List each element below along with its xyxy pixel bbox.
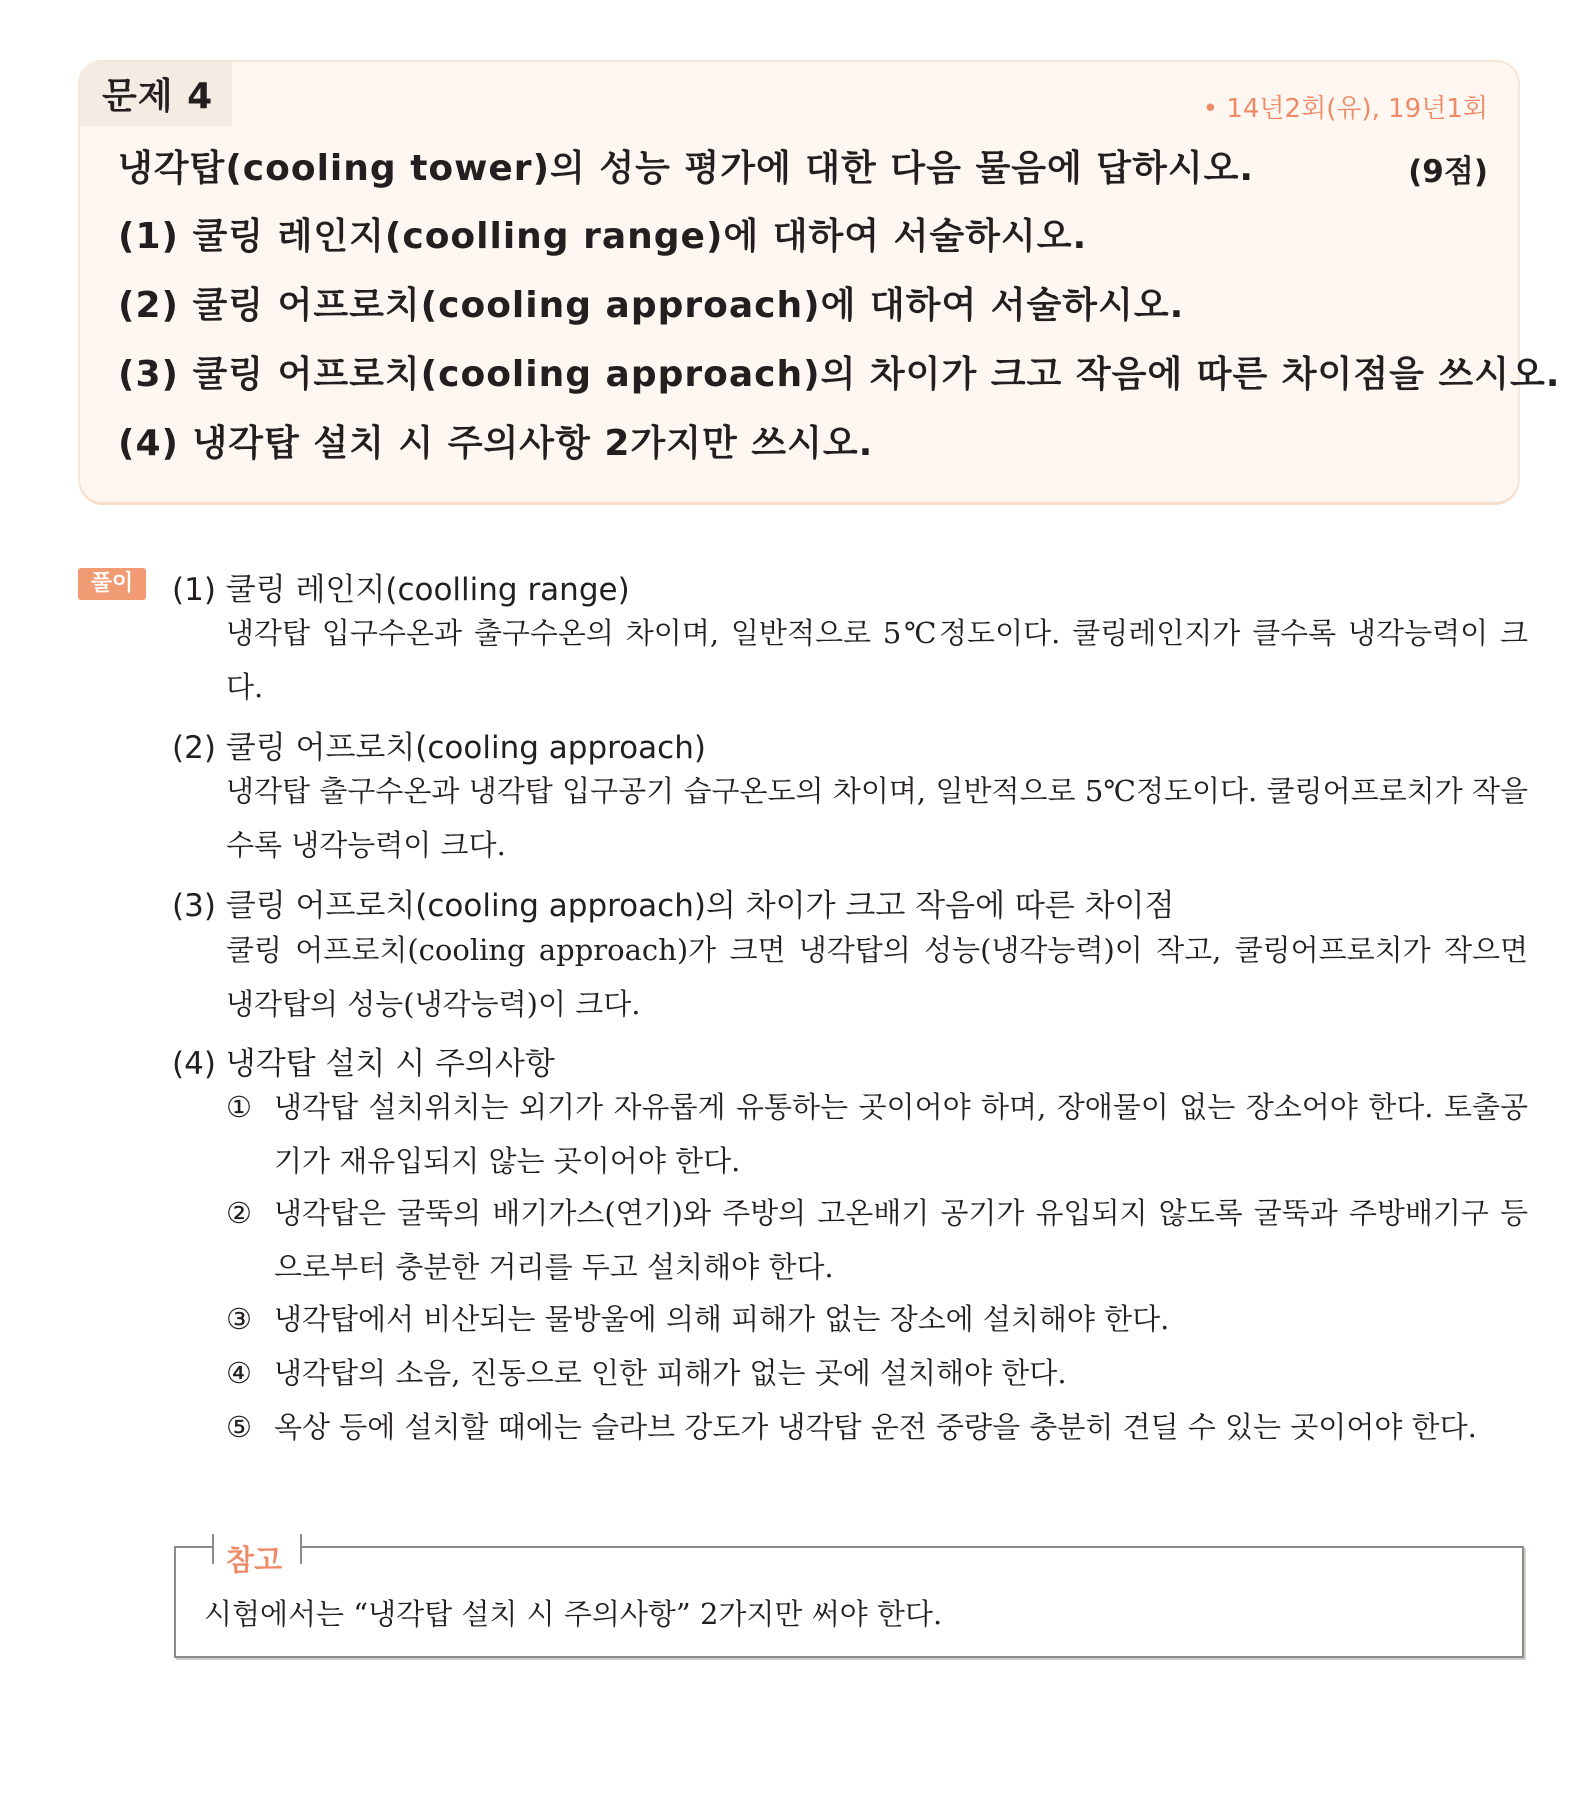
solution-body-3: 쿨링 어프로치(cooling approach)가 크면 냉각탑의 성능(냉각능력)이 작고, 쿨링어프로치가 작으면 냉각탑의 성능(냉각능력)이 크다. [226, 933, 1528, 1021]
item-text: 냉각탑의 소음, 진동으로 인한 피해가 없는 곳에 설치해야 한다. [274, 1356, 1067, 1390]
problem-question: 냉각탑(cooling tower)의 성능 평가에 대한 다음 물음에 답하시오. [118, 148, 1255, 189]
solution-heading-3: (3) 클링 어프로치(cooling approach)의 차이가 크고 작음에 따른 차이점 [172, 888, 1175, 924]
problem-item: (2) 쿨링 어프로치(cooling approach)에 대하여 서술하시오. [118, 285, 1185, 326]
reference-label: 참고 [226, 1543, 283, 1577]
problem-source: • 14년2회(유), 19년1회 [1202, 94, 1488, 124]
item-number: ② [226, 1196, 252, 1230]
precaution-item [226, 1080, 1528, 1188]
item-number: ③ [226, 1302, 252, 1336]
item-text: 냉각탑 설치위치는 외기가 자유롭게 유통하는 곳이어야 하며, 장애물이 없는 장소어야 한다. 토출공기가 재유입되지 않는 곳이어야 한다. [274, 1090, 1528, 1178]
item-text: 냉각탑에서 비산되는 물방울에 의해 피해가 없는 장소에 설치해야 한다. [274, 1302, 1170, 1336]
solution-body-2: 냉각탑 출구수온과 냉각탑 입구공기 습구온도의 차이며, 일반적으로 5℃정도이다. 쿨링어프로치가 작을수록 냉각능력이 크다. [226, 774, 1528, 862]
problem-points: (9점) [1408, 154, 1488, 190]
problem-item: (4) 냉각탑 설치 시 주의사항 2가지만 쓰시오. [118, 423, 874, 464]
precaution-item [226, 1186, 1528, 1294]
item-number: ① [226, 1090, 252, 1124]
precaution-item [226, 1400, 1528, 1454]
item-text: 냉각탑은 굴뚝의 배기가스(연기)와 주방의 고온배기 공기가 유입되지 않도록 굴뚝과 주방배기구 등으로부터 충분한 거리를 두고 설치해야 한다. [274, 1196, 1528, 1284]
solution-heading-1: (1) 쿨링 레인지(coolling range) [172, 572, 630, 608]
reference-text: 시험에서는 “냉각탑 설치 시 주의사항” 2가지만 써야 한다. [204, 1597, 943, 1631]
problem-title: 문제 4 [102, 76, 214, 117]
solution-badge: 풀이 [78, 568, 146, 600]
solution-body-1: 냉각탑 입구수온과 출구수온의 차이며, 일반적으로 5℃정도이다. 쿨링레인지가 클수록 냉각능력이 크다. [226, 616, 1528, 704]
precaution-item [226, 1292, 1528, 1346]
item-text: 옥상 등에 설치할 때에는 슬라브 강도가 냉각탑 운전 중량을 충분히 견딜 수 있는 곳이어야 한다. [274, 1410, 1477, 1444]
solution-heading-4: (4) 냉각탑 설치 시 주의사항 [172, 1046, 555, 1082]
problem-item: (3) 쿨링 어프로치(cooling approach)의 차이가 크고 작음에 따른 차이점을 쓰시오. [118, 354, 1561, 395]
problem-item: (1) 쿨링 레인지(coolling range)에 대하여 서술하시오. [118, 216, 1088, 257]
precaution-item [226, 1346, 1528, 1400]
solution-heading-2: (2) 쿨링 어프로치(cooling approach) [172, 730, 706, 766]
item-number: ④ [226, 1356, 252, 1390]
item-number: ⑤ [226, 1410, 252, 1444]
